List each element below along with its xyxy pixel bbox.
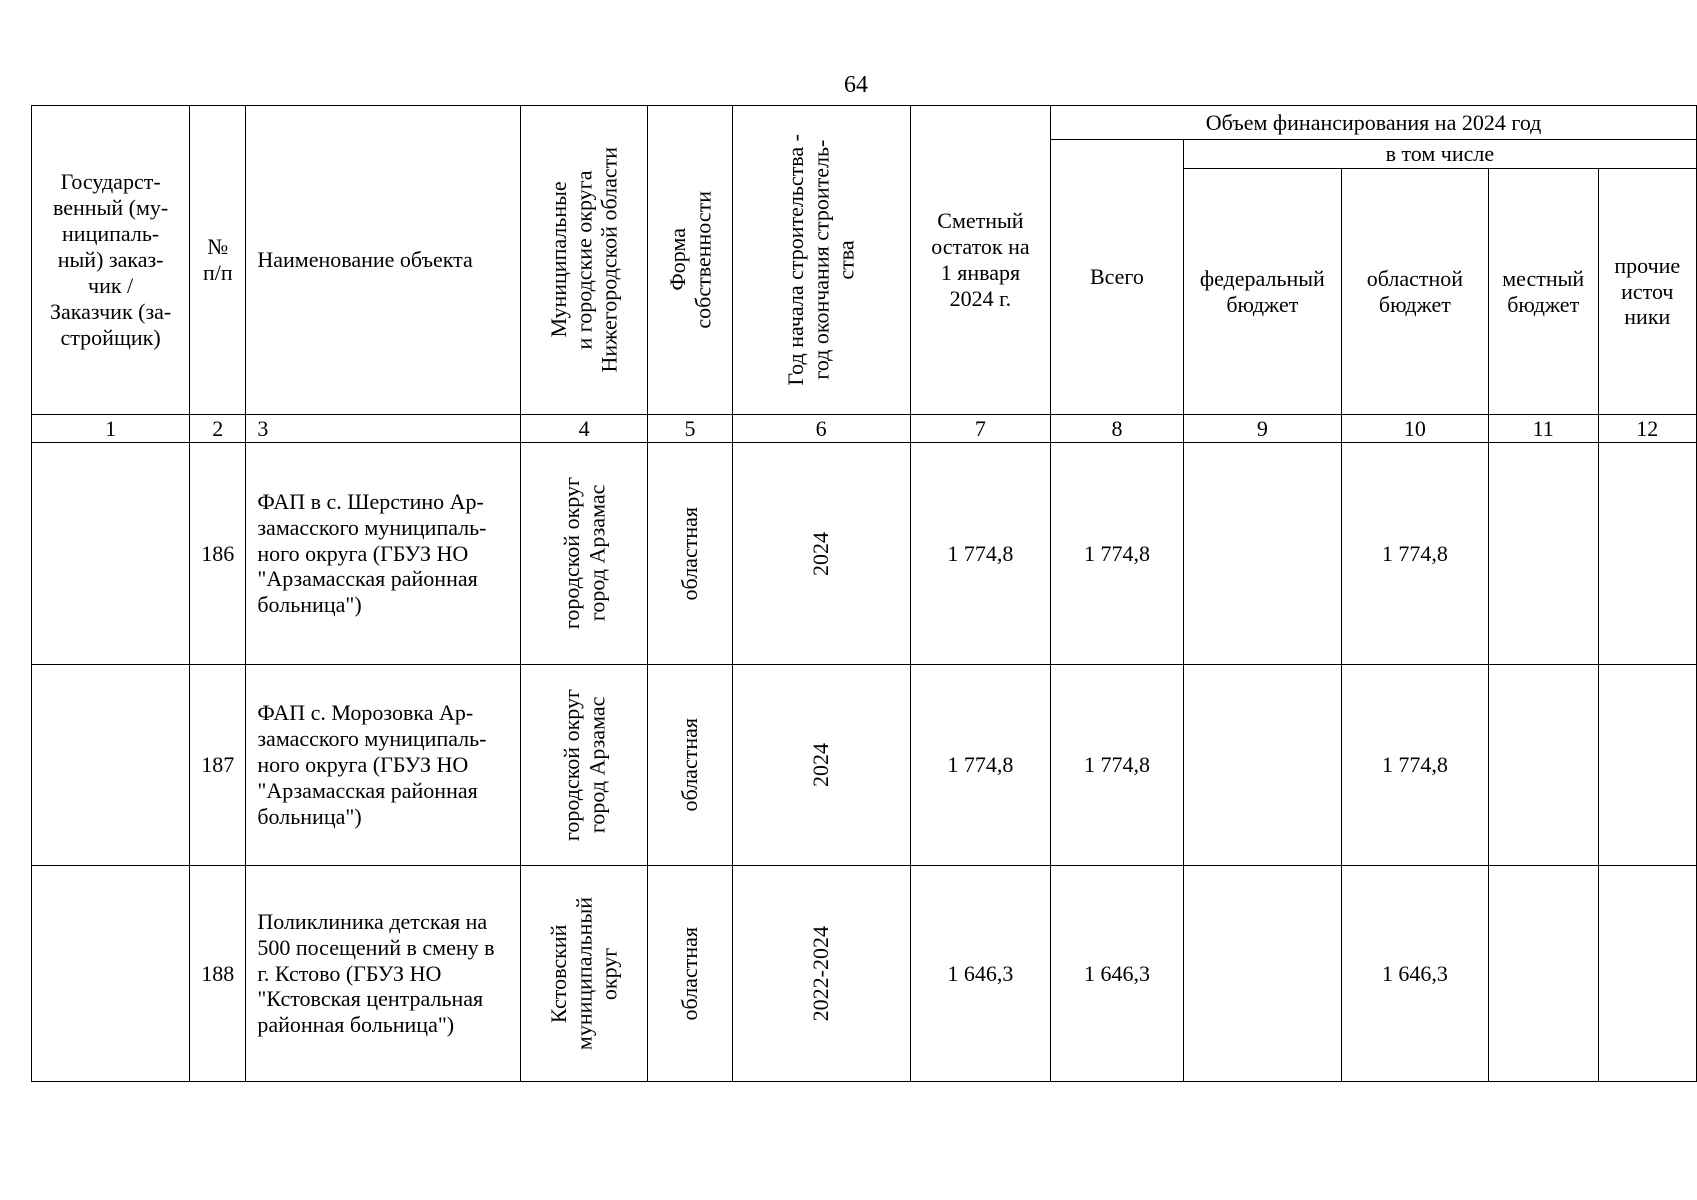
table-row	[32, 665, 1697, 866]
header-number: № п/п	[190, 106, 246, 415]
header-customer: Государст- венный (му- ниципаль- ный) заказ- чик / Заказчик (за- стройщик)	[32, 106, 190, 415]
cell-regional: 1 646,3	[1341, 866, 1488, 1082]
header-municipal-text: Муниципальные и городские округа Нижегородской области	[546, 147, 622, 373]
column-number: 4	[520, 415, 647, 443]
cell-ownership	[648, 866, 732, 1082]
cell-object-name: ФАП с. Морозовка Ар- замасского муниципаль- ного округа (ГБУЗ НО "Арзамасская районная больница")	[246, 665, 520, 866]
cell-years-text: 2022-2024	[808, 925, 834, 1022]
cell-customer	[32, 443, 190, 665]
column-number: 10	[1341, 415, 1488, 443]
column-number: 8	[1051, 415, 1184, 443]
header-ownership	[648, 106, 732, 415]
cell-estimate: 1 774,8	[910, 665, 1051, 866]
column-number: 9	[1183, 415, 1341, 443]
cell-years	[732, 443, 910, 665]
column-number: 3	[246, 415, 520, 443]
cell-municipal-text: Кстовский муниципальный округ	[546, 896, 622, 1051]
cell-regional: 1 774,8	[1341, 443, 1488, 665]
column-number: 6	[732, 415, 910, 443]
header-years	[732, 106, 910, 415]
cell-other	[1598, 665, 1696, 866]
cell-other	[1598, 866, 1696, 1082]
cell-total: 1 646,3	[1051, 866, 1184, 1082]
page-number: 64	[844, 72, 868, 98]
column-number: 7	[910, 415, 1051, 443]
cell-ownership	[648, 665, 732, 866]
header-row-1	[32, 106, 1697, 140]
column-number: 5	[648, 415, 732, 443]
column-number: 11	[1488, 415, 1598, 443]
header-total: Всего	[1051, 140, 1184, 415]
column-number: 12	[1598, 415, 1696, 443]
cell-estimate: 1 774,8	[910, 443, 1051, 665]
cell-number: 186	[190, 443, 246, 665]
cell-years-text: 2024	[808, 743, 834, 787]
header-other: прочие источ ники	[1598, 169, 1696, 415]
cell-estimate: 1 646,3	[910, 866, 1051, 1082]
cell-municipal	[520, 866, 647, 1082]
table-row	[32, 866, 1697, 1082]
cell-ownership-text: областная	[677, 926, 703, 1021]
cell-object-name: ФАП в с. Шерстино Ар- замасского муниципаль- ного округа (ГБУЗ НО "Арзамасская районная больница")	[246, 443, 520, 665]
cell-municipal-text: городской округ город Арзамас	[558, 477, 610, 630]
cell-municipal	[520, 665, 647, 866]
cell-customer	[32, 665, 190, 866]
column-number: 2	[190, 415, 246, 443]
cell-regional: 1 774,8	[1341, 665, 1488, 866]
cell-ownership	[648, 443, 732, 665]
cell-municipal	[520, 443, 647, 665]
cell-number: 188	[190, 866, 246, 1082]
header-local: местный бюджет	[1488, 169, 1598, 415]
cell-local	[1488, 665, 1598, 866]
cell-ownership-text: областная	[677, 718, 703, 812]
cell-total: 1 774,8	[1051, 443, 1184, 665]
header-municipal	[520, 106, 647, 415]
header-estimate: Сметный остаток на 1 января 2024 г.	[910, 106, 1051, 415]
cell-number: 187	[190, 665, 246, 866]
financing-table	[31, 105, 1697, 1082]
cell-years	[732, 665, 910, 866]
table-row	[32, 443, 1697, 665]
header-years-text: Год начала строительства - год окончания строитель- ства	[783, 134, 859, 386]
header-regional: областной бюджет	[1341, 169, 1488, 415]
cell-years-text: 2024	[808, 531, 834, 576]
header-ownership-text: Форма собственности	[664, 191, 715, 329]
cell-federal	[1183, 665, 1341, 866]
cell-local	[1488, 866, 1598, 1082]
cell-other	[1598, 443, 1696, 665]
cell-ownership-text: областная	[677, 506, 703, 601]
header-including: в том числе	[1183, 140, 1696, 169]
cell-federal	[1183, 443, 1341, 665]
cell-object-name: Поликлиника детская на 500 посещений в смену в г. Кстово (ГБУЗ НО "Кстовская центральная районная больница")	[246, 866, 520, 1082]
header-financing: Объем финансирования на 2024 год	[1051, 106, 1697, 140]
header-object-name: Наименование объекта	[246, 106, 520, 415]
header-federal: федеральный бюджет	[1183, 169, 1341, 415]
cell-municipal-text: городской округ город Арзамас	[558, 688, 610, 842]
cell-years	[732, 866, 910, 1082]
column-number-row	[32, 415, 1697, 443]
cell-total: 1 774,8	[1051, 665, 1184, 866]
column-number: 1	[32, 415, 190, 443]
cell-local	[1488, 443, 1598, 665]
cell-customer	[32, 866, 190, 1082]
cell-federal	[1183, 866, 1341, 1082]
